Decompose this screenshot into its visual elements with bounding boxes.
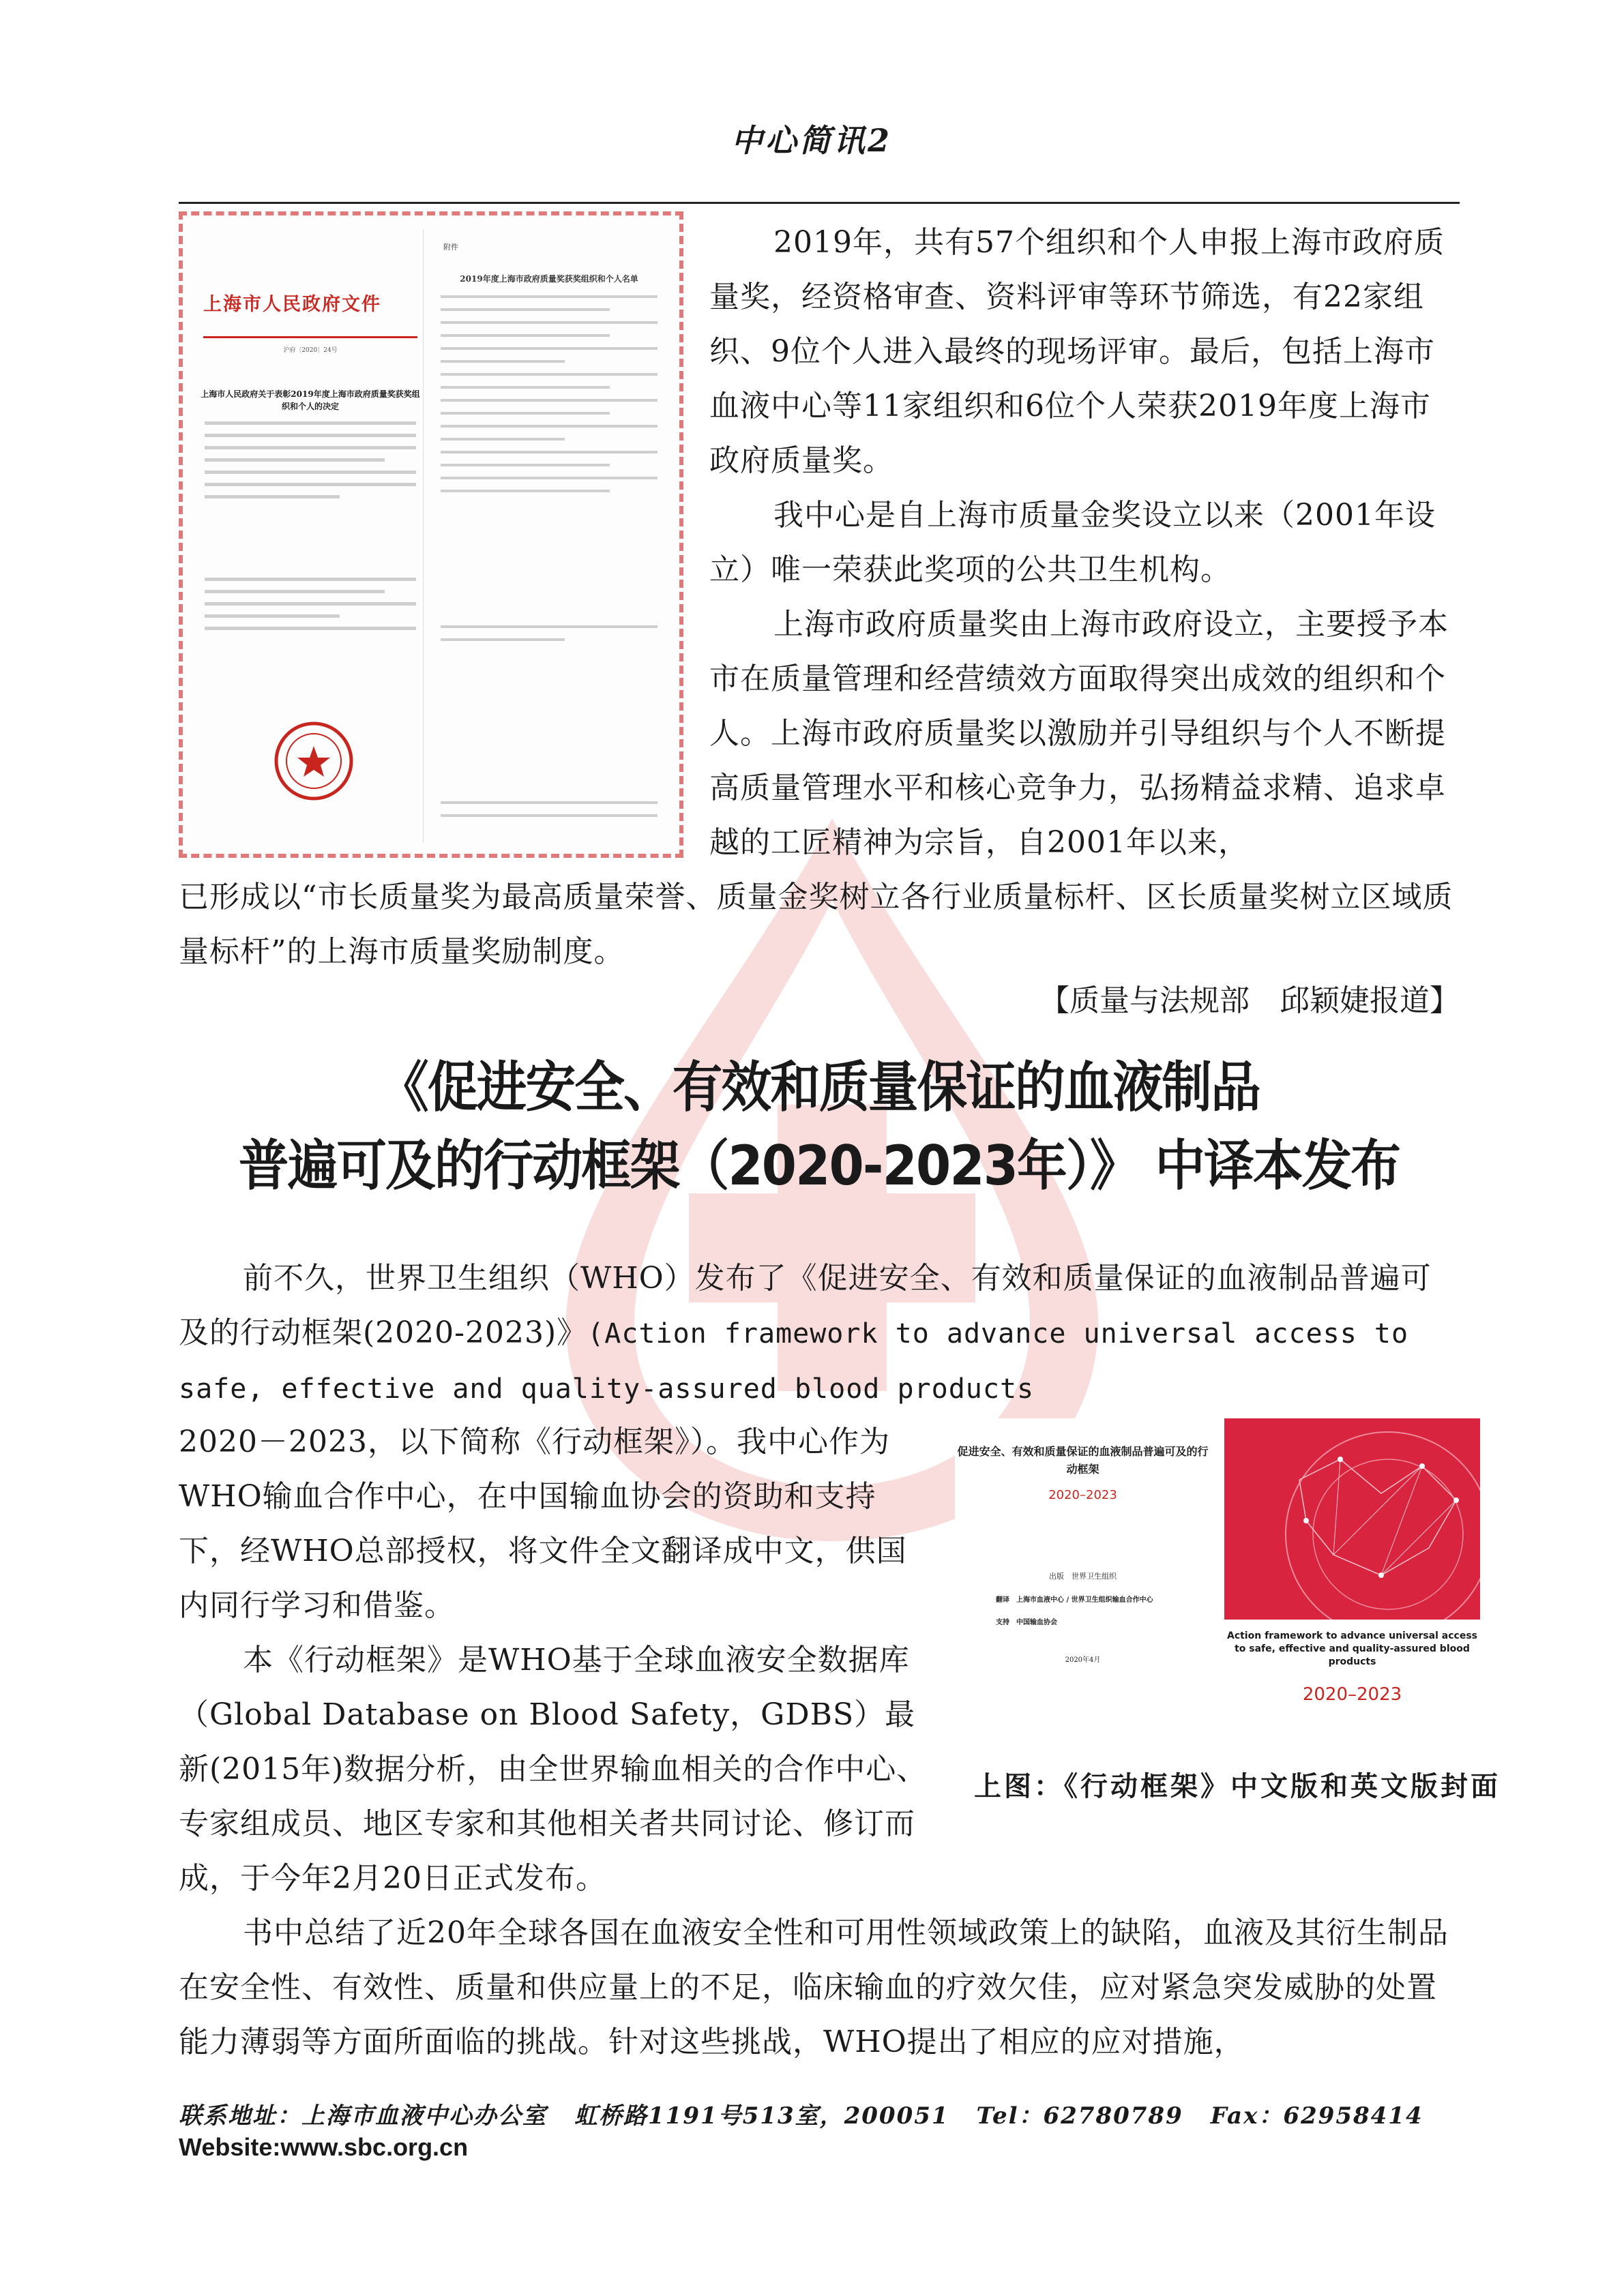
text-line xyxy=(205,421,416,425)
text-line xyxy=(441,360,565,363)
footer-address-label: 联系地址：上海市血液中心办公室 xyxy=(179,2102,547,2130)
covers-caption: 上图：《行动框架》中文版和英文版封面 xyxy=(974,1770,1501,1802)
text-line xyxy=(441,464,610,466)
p1-english-title: (Action framework to advance universal access to safe, effective and quality-assured blood products xyxy=(179,1318,1409,1405)
text-line xyxy=(205,627,416,630)
footer-website[interactable]: Website:www.sbc.org.cn xyxy=(179,2133,469,2161)
article1-paragraph-1: 2019年，共有57个组织和个人申报上海市政府质量奖，经资格审查、资料评审等环节筛选，有22家组织、9位个人进入最终的现场评审。最后，包括上海市血液中心等11家组织和6位个人荣获2019年度上海市政府质量奖。 xyxy=(709,225,1445,478)
cn-cover-years: 2020–2023 xyxy=(1048,1488,1117,1502)
article2-paragraph-2: 本《行动框架》是WHO基于全球血液安全数据库（Global Database on Blood Safety，GDBS）最新(2015年)数据分析，由全世界输血相关的合作中心、专家组成员、地区专家和其他相关者共同讨论、修订而成，于今年2月20日正式发布。 xyxy=(179,1643,928,1896)
document-number: 沪府〔2020〕24号 xyxy=(283,347,338,354)
text-line xyxy=(205,495,340,498)
text-line xyxy=(441,386,610,389)
cn-cover-translator: 翻译 上海市血液中心 / 世界卫生组织输血合作中心 xyxy=(996,1596,1153,1604)
text-line xyxy=(441,399,658,402)
text-line xyxy=(441,308,610,311)
attachment-label: 附件 xyxy=(443,243,458,252)
text-line xyxy=(205,458,385,462)
document-red-rule xyxy=(203,336,417,338)
cn-cover-title: 促进安全、有效和质量保证的血液制品普遍可及的行动框架 xyxy=(957,1445,1209,1476)
text-line xyxy=(441,425,658,428)
cn-cover-date: 2020年4月 xyxy=(1065,1656,1101,1664)
document-page-right xyxy=(437,229,662,843)
footer-tel: Tel：62780789 xyxy=(976,2102,1183,2130)
text-line xyxy=(441,814,658,817)
text-line xyxy=(205,602,416,606)
text-line xyxy=(205,434,416,437)
text-line xyxy=(205,614,340,618)
footer-address: 虹桥路1191号513室，200051 xyxy=(574,2102,949,2130)
text-line xyxy=(441,373,658,376)
document-page-left xyxy=(198,229,424,843)
text-line xyxy=(441,295,658,298)
footer-contact xyxy=(179,2097,1423,2130)
book-covers-image xyxy=(955,1418,1487,1718)
article1-paragraph-2: 我中心是自上海市质量金奖设立以来（2001年设立）唯一荣获此奖项的公共卫生机构。 xyxy=(709,498,1436,587)
text-line xyxy=(441,438,565,441)
article2-headline-line1: 《促进安全、有效和质量保证的血液制品 xyxy=(379,1056,1260,1119)
text-line xyxy=(441,334,610,337)
article1-paragraph-3: 上海市政府质量奖由上海市政府设立，主要授予本市在质量管理和经营绩效方面取得突出成效的组织和个人。上海市政府质量奖以激励并引导组织与个人不断提高质量管理水平和核心竞争力，弘扬精益求精、追求卓越的工匠精神为宗旨，自2001年以来， xyxy=(709,607,1449,860)
article1-byline: 【质量与法规部 邱颖婕报道】 xyxy=(1039,983,1460,1018)
page-number: 2 xyxy=(867,122,892,159)
article2-headline-line2: 普遍可及的行动框架（2020-2023年）》 中译本发布 xyxy=(238,1134,1400,1197)
text-line xyxy=(205,590,385,593)
globe-network-illustration xyxy=(1224,1418,1480,1620)
p1-chinese: 前不久，世界卫生组织（WHO）发布了《促进安全、有效和质量保证的血液制品普遍可及的行动框架(2020-2023)》 xyxy=(179,1261,1432,1350)
article2-paragraph-1 xyxy=(179,1251,1460,1416)
text-line xyxy=(441,321,658,324)
text-line xyxy=(205,471,416,474)
english-cover xyxy=(1224,1418,1480,1712)
text-line xyxy=(441,477,658,479)
document-title: 上海市人民政府关于表彰2019年度上海市政府质量奖获奖组织和个人的决定 xyxy=(201,389,420,411)
text-line xyxy=(441,801,658,804)
article2-paragraph-3: 书中总结了近20年全球各国在血液安全性和可用性领域政策上的缺陷，血液及其衍生制品在安全性、有效性、质量和供应量上的不足，临床输血的疗效欠佳，应对紧急突发威胁的处置能力薄弱等方面所面临的挑战。针对这些挑战，WHO提出了相应的应对措施， xyxy=(179,1915,1449,2059)
header-divider xyxy=(179,202,1460,204)
text-line xyxy=(441,451,658,453)
chinese-cover xyxy=(955,1418,1211,1712)
newsletter-title: 中心简讯 xyxy=(730,122,868,159)
en-cover-years: 2020–2023 xyxy=(1302,1684,1402,1705)
text-line xyxy=(205,483,416,486)
text-line xyxy=(205,578,416,581)
award-list-title: 2019年度上海市政府质量奖获奖组织和个人名单 xyxy=(460,274,638,284)
en-cover-title: Action framework to advance universal access to safe, effective and quality-assured blood products xyxy=(1226,1630,1478,1667)
article2-paragraph-1-cont: 2020－2023，以下简称《行动框架》）。我中心作为WHO输血合作中心，在中国输血协会的资助和支持下，经WHO总部授权，将文件全文翻译成中文，供国内同行学习和借鉴。 xyxy=(179,1425,907,1623)
text-line xyxy=(441,347,658,350)
official-seal-icon xyxy=(273,720,355,802)
newsletter-header xyxy=(723,116,900,161)
cn-cover-publisher: 出版 世界卫生组织 xyxy=(1049,1572,1117,1581)
article1-paragraph-4: 已形成以“市长质量奖为最高质量荣誉、质量金奖树立各行业质量标杆、区长质量奖树立区域质量标杆”的上海市质量奖励制度。 xyxy=(179,880,1453,969)
text-line xyxy=(205,446,416,449)
government-document-image xyxy=(179,211,683,858)
text-line xyxy=(441,412,610,415)
cn-cover-sponsor: 支持 中国输血协会 xyxy=(996,1619,1057,1626)
document-red-heading: 上海市人民政府文件 xyxy=(203,294,381,315)
footer-fax: Fax：62958414 xyxy=(1210,2102,1423,2130)
text-line xyxy=(441,625,658,628)
